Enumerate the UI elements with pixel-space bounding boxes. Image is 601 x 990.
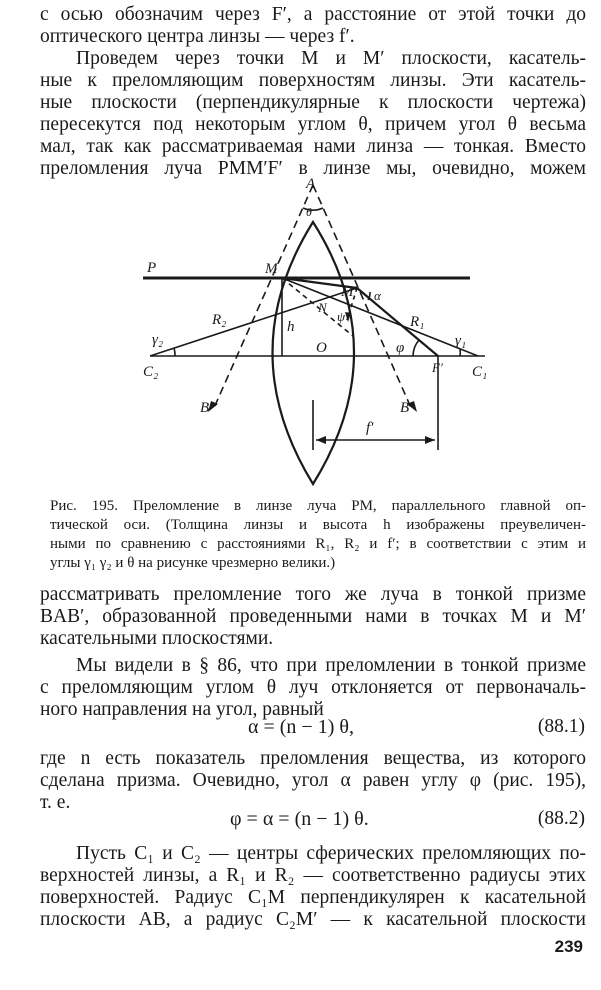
text-line: рассматривать преломление того же луча в тонкой призме [40,584,586,605]
text-line: т. е. [40,792,71,813]
label-M: M [265,261,278,277]
label-M-prime: M′ [341,284,357,300]
label-psi: ψ [337,309,346,324]
label-C2: C₂ [143,364,159,380]
equation-88-1: α = (n − 1) θ, [248,716,354,738]
text-line: Проведем через точки M и M′ плоскости, касатель- [76,48,586,69]
label-gamma1: γ₁ [455,333,467,349]
label-f-prime: f′ [366,420,374,436]
text-line: ные плоскости (перпендикулярные к плоскости чертежа) [40,92,586,113]
text-line: с осью обозначим через F′, а расстояние от этой точки до [40,4,586,25]
label-F-prime: F′ [432,360,443,375]
label-A: A [306,176,316,192]
text-line: мал, так как рассматриваемая нами линза — тонкая. Вместо [40,136,586,157]
text-line: ного направления на угол, равный [40,699,324,720]
label-B: B [200,400,210,416]
label-C1: C₁ [472,364,488,380]
label-theta: θ [306,205,312,219]
angle-gamma2-arc [174,348,175,356]
text-line: ные к преломляющим поверхностям линзы. Эти касатель- [40,70,586,91]
text-line: где n есть показатель преломления вещества, из которого [40,748,586,769]
text-line: плоскости AB, а радиус C₂M′ — к касательной плоскости [40,909,586,930]
label-alpha: α [374,288,381,303]
arrow-head [425,436,435,444]
text-line: преломления луча PMM′F′ в линзе мы, очевидно, можем [40,158,586,179]
label-gamma2: γ₂ [152,332,164,348]
label-phi: φ [396,340,405,356]
label-O: O [316,340,327,356]
label-R2: R₂ [212,312,227,328]
arrow-head [316,436,326,444]
equation-number: (88.1) [537,716,585,737]
text-line: Мы видели в § 86, что при преломлении в тонкой призме [76,655,586,676]
figure-caption-line: Рис. 195. Преломление в линзе луча PM, параллельного главной оп- [50,498,586,514]
text-line: оптического центра линзы — через f′. [40,26,355,47]
text-line: поверхностей. Радиус C₁M перпендикулярен к касательной [40,887,586,908]
label-h: h [287,319,295,335]
label-P: P [147,260,157,276]
text-line: касательными плоскостями. [40,628,274,649]
figure-caption-line: углы γ₁ γ₂ и θ на рисунке чрезмерно велики.) [50,555,336,571]
label-N: N [318,300,327,315]
label-R1: R₁ [410,314,425,330]
equation-number: (88.2) [537,808,585,829]
page-number: 239 [554,937,583,956]
tangent-plane-AB [213,185,313,410]
text-line: Пусть C₁ и C₂ — центры сферических преломляющих по- [76,843,586,864]
text-line: сделана призма. Очевидно, угол α равен углу φ (рис. 195), [40,770,586,791]
figure-caption-line: тической оси. (Толщина линзы и высота h изображены преувеличен- [50,517,586,533]
text-line: с преломляющим углом θ луч отклоняется от первоначаль- [40,677,586,698]
text-line: пересекутся под некоторым углом θ, причем угол θ весьма [40,114,586,135]
angle-phi-arc [413,340,419,356]
figure-caption-line: ными по сравнению с расстояниями R₁, R₂ и f′; в соответствии с этим и [50,536,586,552]
text-line: верхностей линзы, а R₁ и R₂ — соответственно радиусы этих [40,865,586,886]
equation-88-2: φ = α = (n − 1) θ. [230,808,369,830]
text-line: BAB′, образованной проведенными нами в точках M и M′ [40,606,586,627]
label-B-prime: B′ [400,400,413,416]
